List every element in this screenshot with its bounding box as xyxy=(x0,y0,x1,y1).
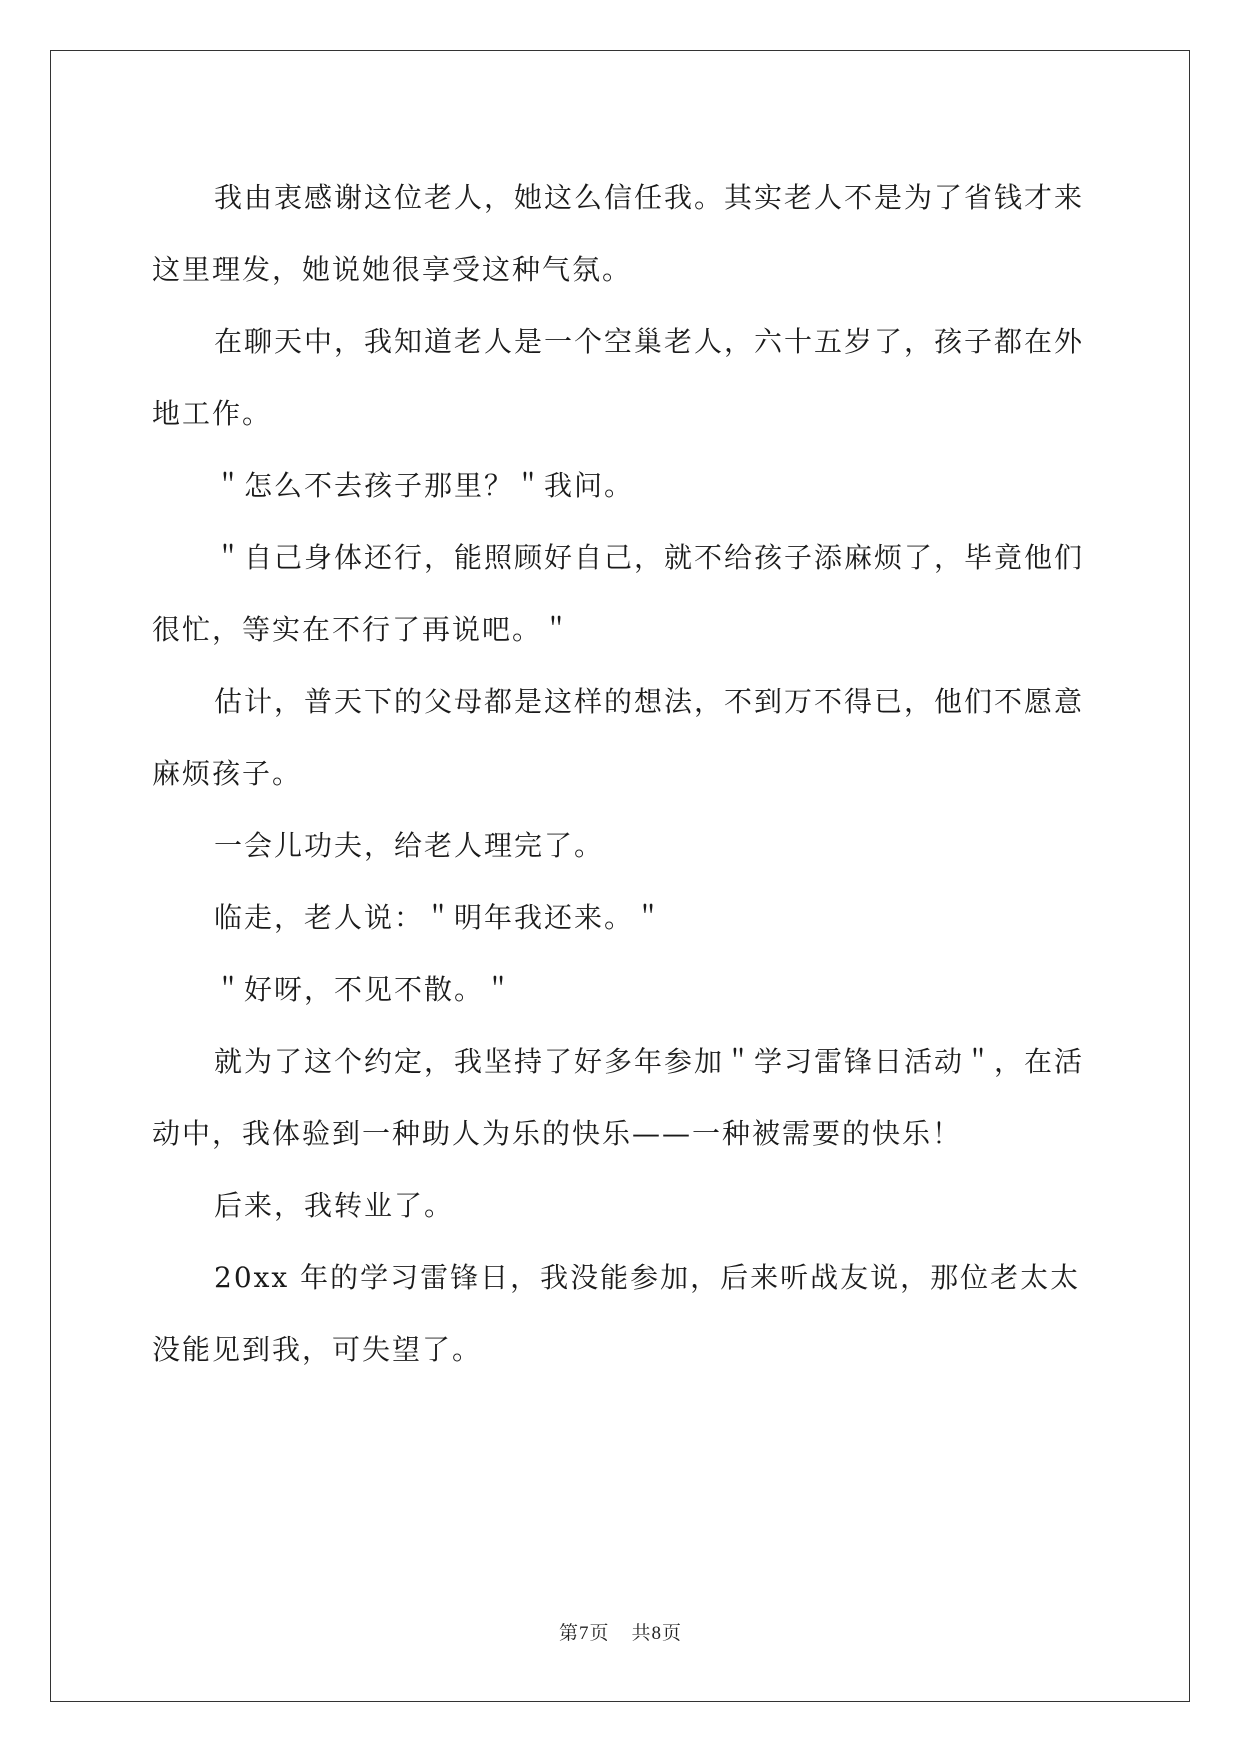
paragraph: 20xx 年的学习雷锋日，我没能参加，后来听战友说，那位老太太没能见到我，可失望了。 xyxy=(152,1261,1081,1366)
paragraph: 在聊天中，我知道老人是一个空巢老人，六十五岁了，孩子都在外地工作。 xyxy=(152,325,1085,430)
paragraph: ＂好呀，不见不散。＂ xyxy=(214,973,515,1006)
page-total: 共8页 xyxy=(631,1623,683,1644)
paragraph: 一会儿功夫，给老人理完了。 xyxy=(214,829,605,862)
page-footer xyxy=(0,1618,1241,1645)
paragraph: 我由衷感谢这位老人，她这么信任我。其实老人不是为了省钱才来这里理发，她说她很享受这种气氛。 xyxy=(152,181,1085,286)
paragraph: ＂自己身体还行，能照顾好自己，就不给孩子添麻烦了，毕竟他们很忙，等实在不行了再说吧。＂ xyxy=(152,541,1085,646)
paragraph: 后来，我转业了。 xyxy=(214,1189,455,1222)
page-number: 第7页 xyxy=(558,1623,610,1644)
paragraph: 临走，老人说：＂明年我还来。＂ xyxy=(214,901,665,934)
paragraph: 估计，普天下的父母都是这样的想法，不到万不得已，他们不愿意麻烦孩子。 xyxy=(152,685,1085,790)
document-body xyxy=(152,162,1092,1386)
paragraph: ＂怎么不去孩子那里？＂我问。 xyxy=(214,469,635,502)
paragraph: 就为了这个约定，我坚持了好多年参加＂学习雷锋日活动＂，在活动中，我体验到一种助人为乐的快乐——一种被需要的快乐！ xyxy=(152,1045,1085,1150)
